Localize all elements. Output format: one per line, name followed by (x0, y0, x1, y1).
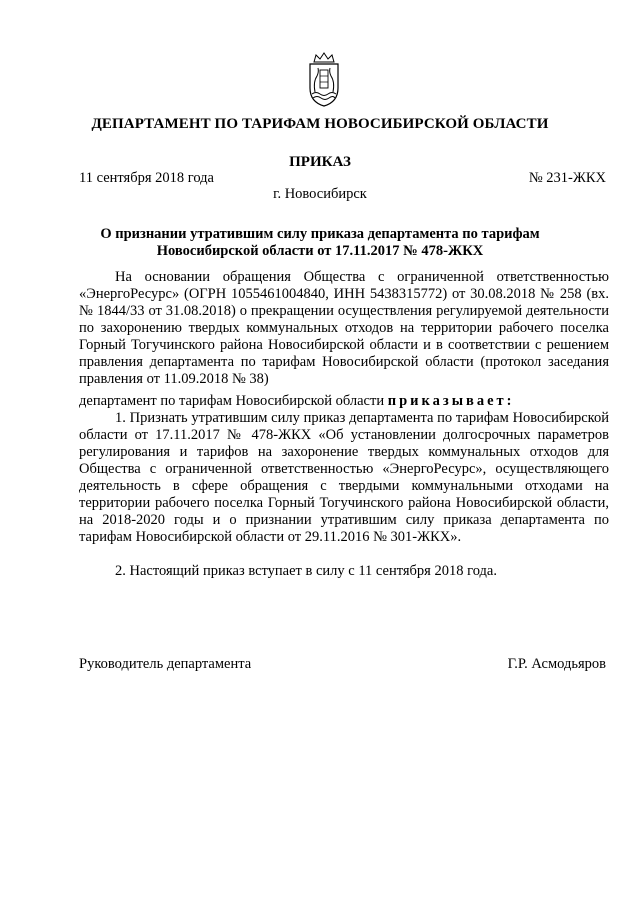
order-item-1: 1. Признать утратившим силу приказ департамента по тарифам Новосибирской области от 17.11.2017 № 478-ЖКХ «Об установлении долгосрочных параметров регулирования и тарифов на захоронение твердых коммунальных отходов для Общества с ограниченной ответственностью «ЭнергоРесурс», осуществляющего деятельность в сфере обращения с твердыми коммунальными отходами на территории рабочего поселка Горный Тогучинского района Новосибирской области, на 2018-2020 годы и о признании утратившим силу приказа департамента по тарифам Новосибирской области от 29.11.2016 № 301-ЖКХ». (79, 410, 609, 545)
preamble-paragraph: На основании обращения Общества с ограниченной ответственностью «ЭнергоРесурс» (ОГРН 1055461004840, ИНН 5438315772) от 30.08.2018 № 258 (вх. № 1844/33 от 31.08.2018) о прекращении осуществления регулируемой деятельности по захоронению твердых коммунальных отходов на территории рабочего поселка Горный Тогучинского района Новосибирской области и в соответствии с решением правления департамента по тарифам Новосибирской области (протокол заседания правления от 11.09.2018 № 38) (79, 269, 609, 387)
signatory-role: Руководитель департамента (79, 656, 252, 672)
department-name: ДЕПАРТАМЕНТ ПО ТАРИФАМ НОВОСИБИРСКОЙ ОБЛАСТИ (91, 116, 549, 132)
orders-line (79, 393, 609, 410)
order-city: г. Новосибирск (273, 186, 367, 202)
document-type: ПРИКАЗ (289, 154, 351, 170)
order-heading: О признании утратившим силу приказа департамента по тарифам Новосибирской области от 17.11.2017 № 478-ЖКХ (100, 226, 540, 259)
order-item-2: 2. Настоящий приказ вступает в силу с 11 сентября 2018 года. (115, 563, 497, 579)
orders-word: приказывает: (387, 393, 515, 409)
order-number: № 231-ЖКХ (528, 170, 606, 186)
coat-of-arms-icon (302, 52, 346, 108)
orders-lead: департамент по тарифам Новосибирской области (79, 393, 388, 409)
signatory-name: Г.Р. Асмодьяров (507, 656, 606, 672)
order-date: 11 сентября 2018 года (79, 170, 214, 186)
